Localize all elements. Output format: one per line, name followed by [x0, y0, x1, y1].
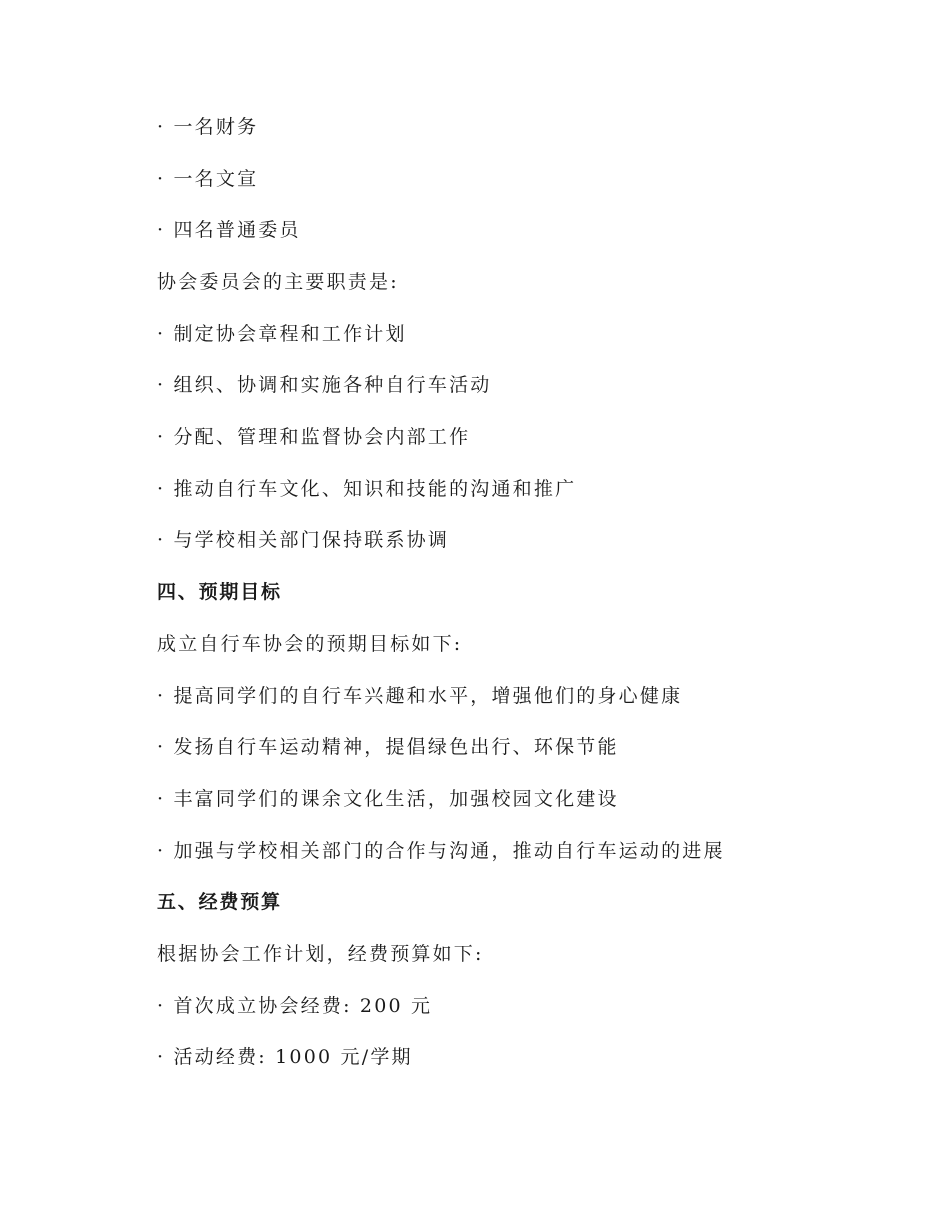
section-heading-budget: 五、经费预算 — [157, 891, 282, 913]
list-item-duty-1: · 制定协会章程和工作计划 — [157, 323, 407, 345]
list-item-goal-4: · 加强与学校相关部门的合作与沟通，推动自行车运动的进展 — [157, 840, 725, 862]
paragraph-budget-intro: 根据协会工作计划，经费预算如下: — [157, 943, 484, 965]
list-item-duty-3: · 分配、管理和监督协会内部工作 — [157, 426, 471, 448]
list-item-duty-4: · 推动自行车文化、知识和技能的沟通和推广 — [157, 478, 577, 500]
list-item-committee-members: · 四名普通委员 — [157, 219, 301, 241]
list-item-goal-3: · 丰富同学们的课余文化生活，加强校园文化建设 — [157, 788, 619, 810]
list-item-goal-1: · 提高同学们的自行车兴趣和水平，增强他们的身心健康 — [157, 685, 683, 707]
section-heading-goals: 四、预期目标 — [157, 581, 282, 603]
paragraph-duties-intro: 协会委员会的主要职责是: — [157, 271, 399, 293]
list-item-goal-2: · 发扬自行车运动精神，提倡绿色出行、环保节能 — [157, 736, 619, 758]
list-item-duty-2: · 组织、协调和实施各种自行车活动 — [157, 374, 492, 396]
list-item-publicity: · 一名文宣 — [157, 168, 259, 190]
list-item-duty-5: · 与学校相关部门保持联系协调 — [157, 529, 450, 551]
list-item-budget-2: · 活动经费: 1000 元/学期 — [157, 1046, 413, 1068]
list-item-budget-1: · 首次成立协会经费: 200 元 — [157, 995, 433, 1017]
paragraph-goals-intro: 成立自行车协会的预期目标如下: — [157, 633, 463, 655]
list-item-treasurer: · 一名财务 — [157, 116, 259, 138]
